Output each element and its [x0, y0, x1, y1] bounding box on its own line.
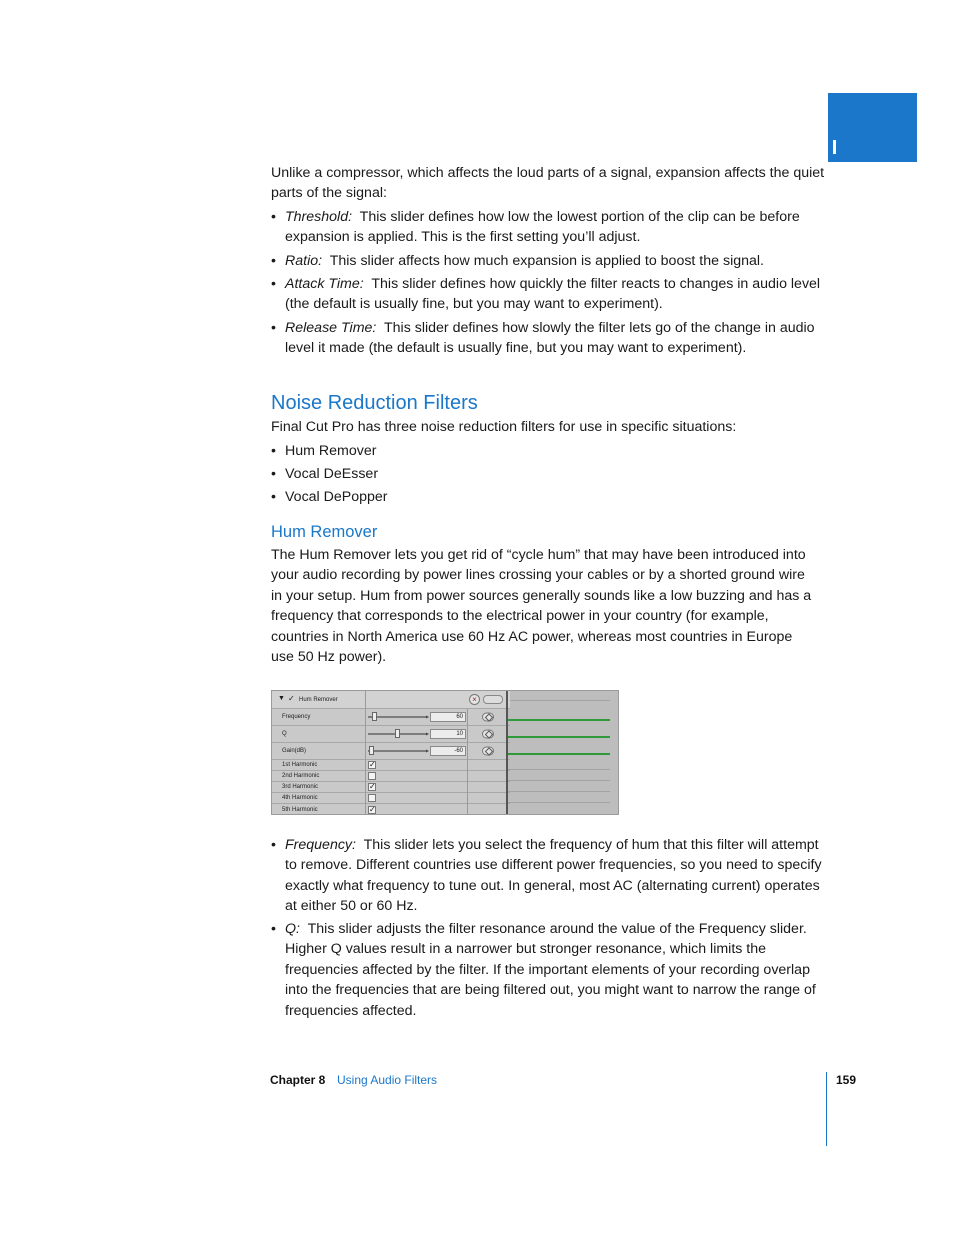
page-number: 159	[836, 1073, 857, 1087]
frequency-keyframe-line	[508, 719, 610, 721]
harmonic-label: 3rd Harmonic	[282, 784, 319, 790]
reset-icon[interactable]: ×	[469, 694, 480, 705]
hum-paragraph: The Hum Remover lets you get rid of “cycle hum” that may have been introduced into your audio recording by power lines crossing your cables or by a shorted ground wire in your setup. Hum from power sources generally sounds like a low buzzing and has a frequency that corresponds to the electrical power in your country (for example, countries in North America use 60 Hz AC power, whereas most countries in Europe use 50 Hz power).	[271, 547, 812, 666]
description: This slider defines how low the lowest portion of the clip can be before expansion is applied. This is the first setting you’ll adjust.	[285, 209, 800, 246]
keyframe-button-icon[interactable]	[482, 713, 494, 722]
harmonic-checkbox[interactable]	[368, 772, 376, 780]
bullet: •	[271, 276, 276, 292]
description: This slider lets you select the frequency of hum that this filter will attempt to remove. Different countries use different power frequencies, so you need to specify exactly what frequency to tune out. In general, most AC (alternating current) operates at either 50 or 60 Hz.	[285, 837, 822, 915]
description: This slider adjusts the filter resonance around the value of the Frequency slider. Higher Q values result in a narrower but stronger resonance, which limits the frequencies affected by the filter. If the important elements of your recording overlap into the frequencies that are being filtered out, you might want to narrow the range of frequencies affected.	[285, 921, 816, 1019]
column-divider	[467, 709, 468, 815]
param-row-frequency	[272, 709, 510, 726]
filter-list-item	[271, 464, 831, 484]
q-value-field[interactable]: 10	[430, 729, 466, 739]
term: Attack Time:	[285, 276, 364, 292]
slider-arrow-icon[interactable]: ▸	[426, 714, 430, 721]
filter-header-row	[272, 691, 510, 709]
harmonic-checkbox[interactable]: ✓	[369, 782, 376, 791]
bullet: •	[271, 489, 276, 505]
harmonic-checkbox[interactable]	[368, 794, 376, 802]
keyframe-nav-icon[interactable]	[483, 695, 503, 704]
harmonic-row-1	[272, 760, 510, 771]
term: Frequency:	[285, 837, 356, 853]
bullet: •	[271, 320, 276, 336]
param-row-gain	[272, 743, 510, 760]
footer-rule	[826, 1072, 827, 1146]
frequency-value-field[interactable]: 60	[430, 712, 466, 722]
footer-chapter-title: Using Audio Filters	[337, 1073, 438, 1087]
list-item-release-time	[271, 318, 831, 359]
slider-thumb[interactable]	[395, 729, 400, 738]
filter-name: Vocal DeEsser	[285, 466, 379, 482]
section-heading: Noise Reduction Filters	[271, 392, 478, 414]
harmonic-label: 2nd Harmonic	[282, 773, 320, 779]
chapter-tab	[828, 93, 917, 162]
term: Ratio:	[285, 253, 323, 269]
graph-grid-line	[508, 791, 610, 792]
description: This slider defines how slowly the filter lets go of the change in audio level it made (the default is usually fine, but you may want to experiment).	[285, 320, 815, 357]
term: Release Time:	[285, 320, 377, 336]
timeline-divider	[506, 691, 508, 815]
filter-list-item	[271, 487, 831, 507]
harmonic-row-2	[272, 771, 510, 782]
disclosure-triangle-icon[interactable]: ▼	[278, 695, 285, 702]
slider-thumb[interactable]	[372, 712, 377, 721]
list-item-frequency	[271, 835, 831, 917]
harmonic-row-4	[272, 793, 510, 804]
bullet: •	[271, 443, 276, 459]
bullet: •	[271, 466, 276, 482]
param-row-q	[272, 726, 510, 743]
graph-grid-line	[508, 700, 610, 701]
bullet: •	[271, 837, 276, 853]
graph-grid-line	[508, 802, 610, 803]
chapter-tab-mark	[833, 140, 836, 154]
term: Q:	[285, 921, 300, 937]
harmonic-row-5	[272, 804, 510, 815]
description: This slider defines how quickly the filter reacts to changes in audio level (the default is usually fine, but you may want to experiment).	[285, 276, 821, 313]
bullet: •	[271, 921, 276, 937]
graph-grid-line	[508, 769, 610, 770]
gain-keyframe-line	[508, 753, 610, 755]
harmonic-checkbox[interactable]: ✓	[369, 804, 376, 814]
frequency-slider[interactable]	[368, 716, 426, 718]
filter-title: Hum Remover	[299, 696, 338, 703]
keyframe-button-icon[interactable]	[482, 747, 494, 756]
subsection-heading: Hum Remover	[271, 523, 378, 541]
keyframe-button-icon[interactable]	[482, 730, 494, 739]
list-item-q	[271, 919, 831, 1021]
harmonic-label: 5th Harmonic	[282, 806, 318, 813]
hum-remover-panel	[271, 690, 619, 815]
param-label: Gain(dB)	[282, 748, 307, 754]
param-label: Frequency	[282, 714, 311, 720]
harmonic-label: 1st Harmonic	[282, 762, 318, 768]
footer-chapter: Chapter 8	[270, 1073, 326, 1087]
description: This slider affects how much expansion is applied to boost the signal.	[329, 253, 764, 269]
gain-value-field[interactable]: -60	[430, 746, 466, 756]
q-keyframe-line	[508, 736, 610, 738]
filter-name: Vocal DePopper	[285, 489, 388, 505]
column-divider	[365, 691, 366, 815]
list-item-threshold	[271, 207, 831, 248]
section-intro: Final Cut Pro has three noise reduction filters for use in specific situations:	[271, 419, 737, 435]
list-item-ratio	[271, 251, 831, 271]
q-slider[interactable]	[368, 733, 426, 735]
term: Threshold:	[285, 209, 353, 225]
harmonic-checkbox[interactable]: ✓	[369, 760, 376, 769]
graph-grid-line	[508, 780, 610, 781]
slider-arrow-icon[interactable]: ▸	[426, 731, 430, 738]
filter-list-item	[271, 441, 831, 461]
harmonic-label: 4th Harmonic	[282, 795, 318, 801]
param-label: Q	[282, 731, 287, 737]
slider-thumb[interactable]	[369, 746, 374, 755]
gain-slider[interactable]	[368, 750, 426, 752]
intro-paragraph: Unlike a compressor, which affects the loud parts of a signal, expansion affects the quiet parts of the signal:	[271, 165, 825, 202]
enable-checkmark-icon[interactable]: ✓	[288, 694, 295, 703]
slider-arrow-icon[interactable]: ▸	[426, 748, 430, 755]
harmonic-row-3	[272, 782, 510, 793]
filter-name: Hum Remover	[285, 443, 377, 459]
list-item-attack-time	[271, 274, 831, 315]
bullet: •	[271, 209, 276, 225]
bullet: •	[271, 253, 276, 269]
